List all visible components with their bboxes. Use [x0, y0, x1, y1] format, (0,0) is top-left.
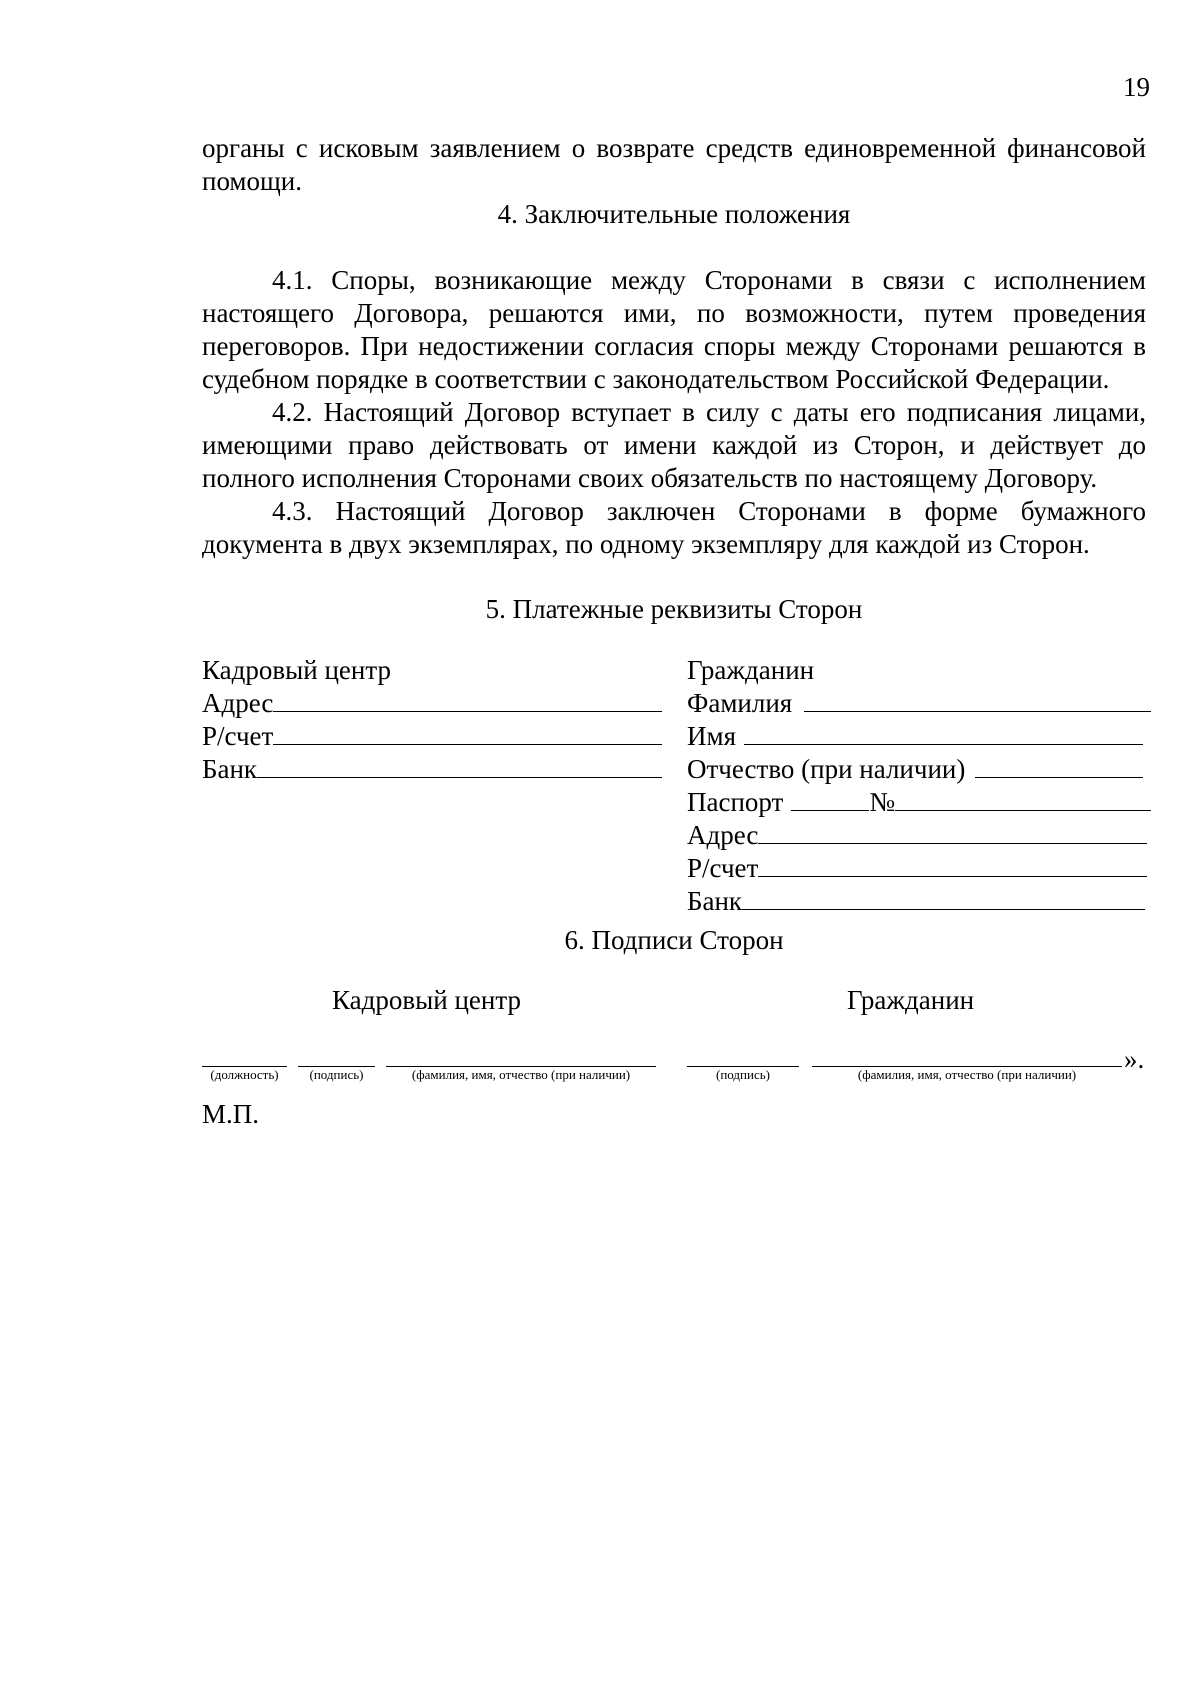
underline — [687, 1046, 799, 1067]
hr-center-bank-row — [202, 753, 662, 786]
citizen-signature-field[interactable] — [687, 1046, 799, 1083]
requisites-hr-center — [202, 654, 662, 786]
citizen-address-label: Адрес — [687, 820, 759, 850]
hr-center-account-label: Р/счет — [202, 721, 274, 751]
citizen-account-label: Р/счет — [687, 853, 759, 883]
section-6-heading: 6. Подписи Сторон — [564, 925, 784, 955]
hr-center-account-field[interactable] — [273, 720, 662, 745]
citizen-bank-row — [687, 885, 1151, 918]
hr-center-account-row — [202, 720, 662, 753]
signature-lines — [202, 1046, 1146, 1086]
citizen-bank-label: Банк — [687, 886, 743, 916]
signature-caption: (подпись) — [309, 1067, 364, 1082]
citizen-name-field[interactable] — [744, 720, 1143, 745]
citizen-name-row — [687, 720, 1151, 753]
closing-quote-mark: ». — [1124, 1044, 1145, 1074]
hr-center-fio-field[interactable] — [386, 1046, 656, 1083]
stamp-place: М.П. — [202, 1099, 260, 1129]
citizen-address-field[interactable] — [758, 819, 1147, 844]
citizen-address-row — [687, 819, 1151, 852]
citizen-title: Гражданин — [687, 655, 815, 685]
fio-caption: (фамилия, имя, отчество (при наличии) — [857, 1067, 1077, 1082]
citizen-passport-row — [687, 786, 1151, 819]
clause-4-2: 4.2. Настоящий Договор вступает в силу с даты его подписания лицами, имеющими право действовать от имени каждой из Сторон, и действует до полного исполнения Сторонами своих обязательств по настоящему Договору. — [202, 397, 1146, 493]
citizen-surname-row — [687, 687, 1151, 720]
citizen-fio-field[interactable] — [812, 1046, 1122, 1083]
fio-caption: (фамилия, имя, отчество (при наличии) — [411, 1067, 631, 1082]
citizen-patronymic-field[interactable] — [975, 753, 1143, 778]
signature-hr-center-title: Кадровый центр — [332, 985, 521, 1015]
spacer — [202, 231, 1146, 264]
underline — [298, 1046, 375, 1067]
page-number: 19 — [1123, 72, 1150, 102]
position-signature-field[interactable] — [202, 1046, 287, 1083]
citizen-passport-number-field[interactable] — [895, 786, 1151, 811]
citizen-surname-field[interactable] — [804, 687, 1151, 712]
hr-center-title: Кадровый центр — [202, 655, 391, 685]
clause-4-1: 4.1. Споры, возникающие между Сторонами в связи с исполнением настоящего Договора, решаются ими, по возможности, путем проведения переговоров. При недостижении согласия споры между Сторонами решаются в судебном порядке в соответствии с законодательством Российской Федерации. — [202, 265, 1146, 394]
citizen-account-field[interactable] — [758, 852, 1147, 877]
hr-center-address-label: Адрес — [202, 688, 274, 718]
underline — [202, 1046, 287, 1067]
citizen-passport-series-field[interactable] — [791, 786, 869, 811]
section-5-heading: 5. Платежные реквизиты Сторон — [485, 594, 863, 624]
position-caption: (должность) — [210, 1067, 279, 1082]
hr-center-address-field[interactable] — [273, 687, 662, 712]
signature-citizen-title: Гражданин — [847, 985, 975, 1015]
signature-caption: (подпись) — [716, 1067, 770, 1082]
hr-center-address-row — [202, 687, 662, 720]
requisites-citizen — [687, 654, 1151, 918]
citizen-name-label: Имя — [687, 721, 737, 751]
citizen-bank-field[interactable] — [742, 885, 1145, 910]
citizen-surname-label: Фамилия — [687, 688, 793, 718]
spacer — [202, 561, 1146, 593]
citizen-patronymic-label: Отчество (при наличии) — [687, 754, 966, 784]
hr-center-bank-label: Банк — [202, 754, 258, 784]
citizen-account-row — [687, 852, 1151, 885]
underline — [812, 1046, 1122, 1067]
citizen-passport-label: Паспорт — [687, 787, 784, 817]
citizen-patronymic-row — [687, 753, 1151, 786]
clause-4-3: 4.3. Настоящий Договор заключен Сторонами в форме бумажного документа в двух экземплярах, по одному экземпляру для каждой из Сторон. — [202, 496, 1146, 559]
hr-center-signature-field[interactable] — [298, 1046, 375, 1083]
signature-party-titles — [202, 985, 1146, 1018]
payment-requisites — [202, 654, 1146, 924]
document-body — [202, 132, 1146, 1131]
section-4-heading: 4. Заключительные положения — [497, 199, 851, 229]
underline — [386, 1046, 656, 1067]
intro-paragraph: органы с исковым заявлением о возврате средств единовременной финансовой помощи. — [202, 133, 1146, 196]
citizen-passport-number-label: № — [869, 787, 896, 817]
hr-center-bank-field[interactable] — [257, 753, 662, 778]
